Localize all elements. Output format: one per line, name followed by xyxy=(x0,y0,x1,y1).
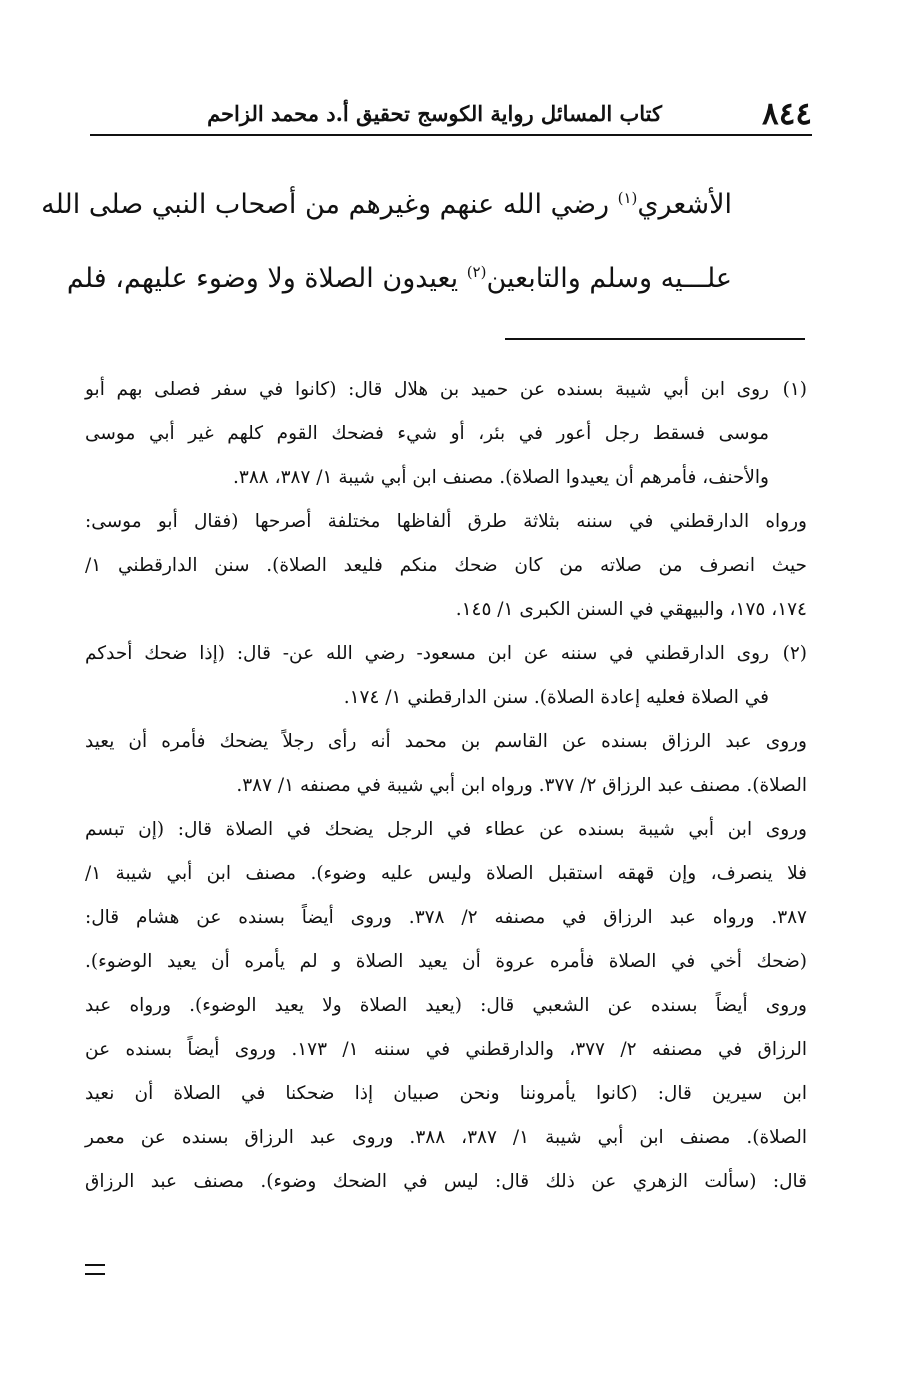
main-text xyxy=(41,168,732,316)
footnote-line: ابن سيرين قال: (كانوا يأمروننا ونحن صبيان إذا ضحكنا في الصلاة أن نعيد xyxy=(85,1083,807,1104)
footnote-line: قال: (سألت الزهري عن ذلك قال: ليس في الضحك وضوء). مصنف عبد الرزاق xyxy=(85,1171,807,1192)
page-header xyxy=(90,92,812,136)
footnote-line: ورواه الدارقطني في سننه بثلاثة طرق ألفاظها مختلفة أصرحها (فقال أبو موسى: xyxy=(85,511,807,532)
footnote-line: حيث انصرف من صلاته من كان ضحك منكم فليعد الصلاة). سنن الدارقطني ١/ xyxy=(85,555,807,576)
footnote-line: فلا ينصرف، وإن قهقه استقبل الصلاة وليس عليه وضوء). مصنف ابن أبي شيبة ١/ xyxy=(85,863,807,884)
footnote-line: والأحنف، فأمرهم أن يعيدوا الصلاة). مصنف ابن أبي شيبة ١/ ٣٨٧، ٣٨٨. xyxy=(233,467,769,488)
footnotes xyxy=(85,368,807,1204)
main-text-segment: رضي الله عنهم وغيرهم من أصحاب النبي صلى الله xyxy=(41,189,618,220)
footnote-line: الصلاة). مصنف عبد الرزاق ٢/ ٣٧٧. ورواه ابن أبي شيبة في مصنفه ١/ ٣٨٧. xyxy=(236,775,807,796)
footnote-text: روى الدارقطني في سننه عن ابن مسعود- رضي الله عن- قال: (إذا ضحك أحدكم xyxy=(85,643,769,664)
footnote-number: (٢) xyxy=(782,643,807,664)
page-number: ٨٤٤ xyxy=(762,96,812,132)
footnote-line: في الصلاة فعليه إعادة الصلاة). سنن الدارقطني ١/ ١٧٤. xyxy=(343,687,769,708)
main-text-line xyxy=(41,168,732,242)
footnote-separator xyxy=(505,338,805,340)
header-rule xyxy=(90,134,812,136)
footnote-line xyxy=(85,368,807,412)
footnote-ref: (١) xyxy=(617,189,638,207)
footnote-line: موسى فسقط رجل أعور في بئر، أو شيء فضحك القوم كلهم غير أبي موسى xyxy=(85,423,769,444)
footnote-line: وروى أيضاً بسنده عن الشعبي قال: (يعيد الصلاة ولا يعيد الوضوء). ورواه عبد xyxy=(85,995,807,1016)
main-text-segment: علـــيه وسلم والتابعين xyxy=(486,263,732,294)
footnote-line: الصلاة). مصنف ابن أبي شيبة ١/ ٣٨٧، ٣٨٨. وروى عبد الرزاق بسنده عن معمر xyxy=(85,1127,808,1148)
footnote-number: (١) xyxy=(782,379,807,400)
main-text-segment: الأشعري xyxy=(637,189,732,220)
footnote-line: وروى ابن أبي شيبة بسنده عن عطاء في الرجل يضحك في الصلاة قال: (إن تبسم xyxy=(85,819,807,840)
footnote-ref: (٢) xyxy=(466,263,487,281)
footnote-line xyxy=(85,632,807,676)
main-text-line xyxy=(66,242,732,316)
main-text-segment: يعيدون الصلاة ولا وضوء عليهم، فلم xyxy=(66,263,467,294)
footnote-line: ٣٨٧. ورواه عبد الرزاق في مصنفه ٢/ ٣٧٨. وروى أيضاً بسنده عن هشام قال: xyxy=(85,907,807,928)
footnote-line: ١٧٤، ١٧٥، والبيهقي في السنن الكبرى ١/ ١٤٥. xyxy=(455,599,807,620)
footnote-line: وروى عبد الرزاق بسنده عن القاسم بن محمد أنه رأى رجلاً يضحك فأمره أن يعيد xyxy=(85,731,807,752)
continuation-mark xyxy=(85,1264,105,1275)
footnote-text: روى ابن أبي شيبة بسنده عن حميد بن هلال قال: (كانوا في سفر فصلى بهم أبو xyxy=(85,379,769,400)
running-title: كتاب المسائل رواية الكوسج تحقيق أ.د محمد الزاحم xyxy=(207,101,662,126)
footnote-line: (ضحك أخي في الصلاة فأمره عروة أن يعيد الصلاة و لم يأمره أن يعيد الوضوء). xyxy=(85,951,807,972)
footnote-line: الرزاق في مصنفه ٢/ ٣٧٧، والدارقطني في سننه ١/ ١٧٣. وروى أيضاً بسنده عن xyxy=(85,1039,807,1060)
